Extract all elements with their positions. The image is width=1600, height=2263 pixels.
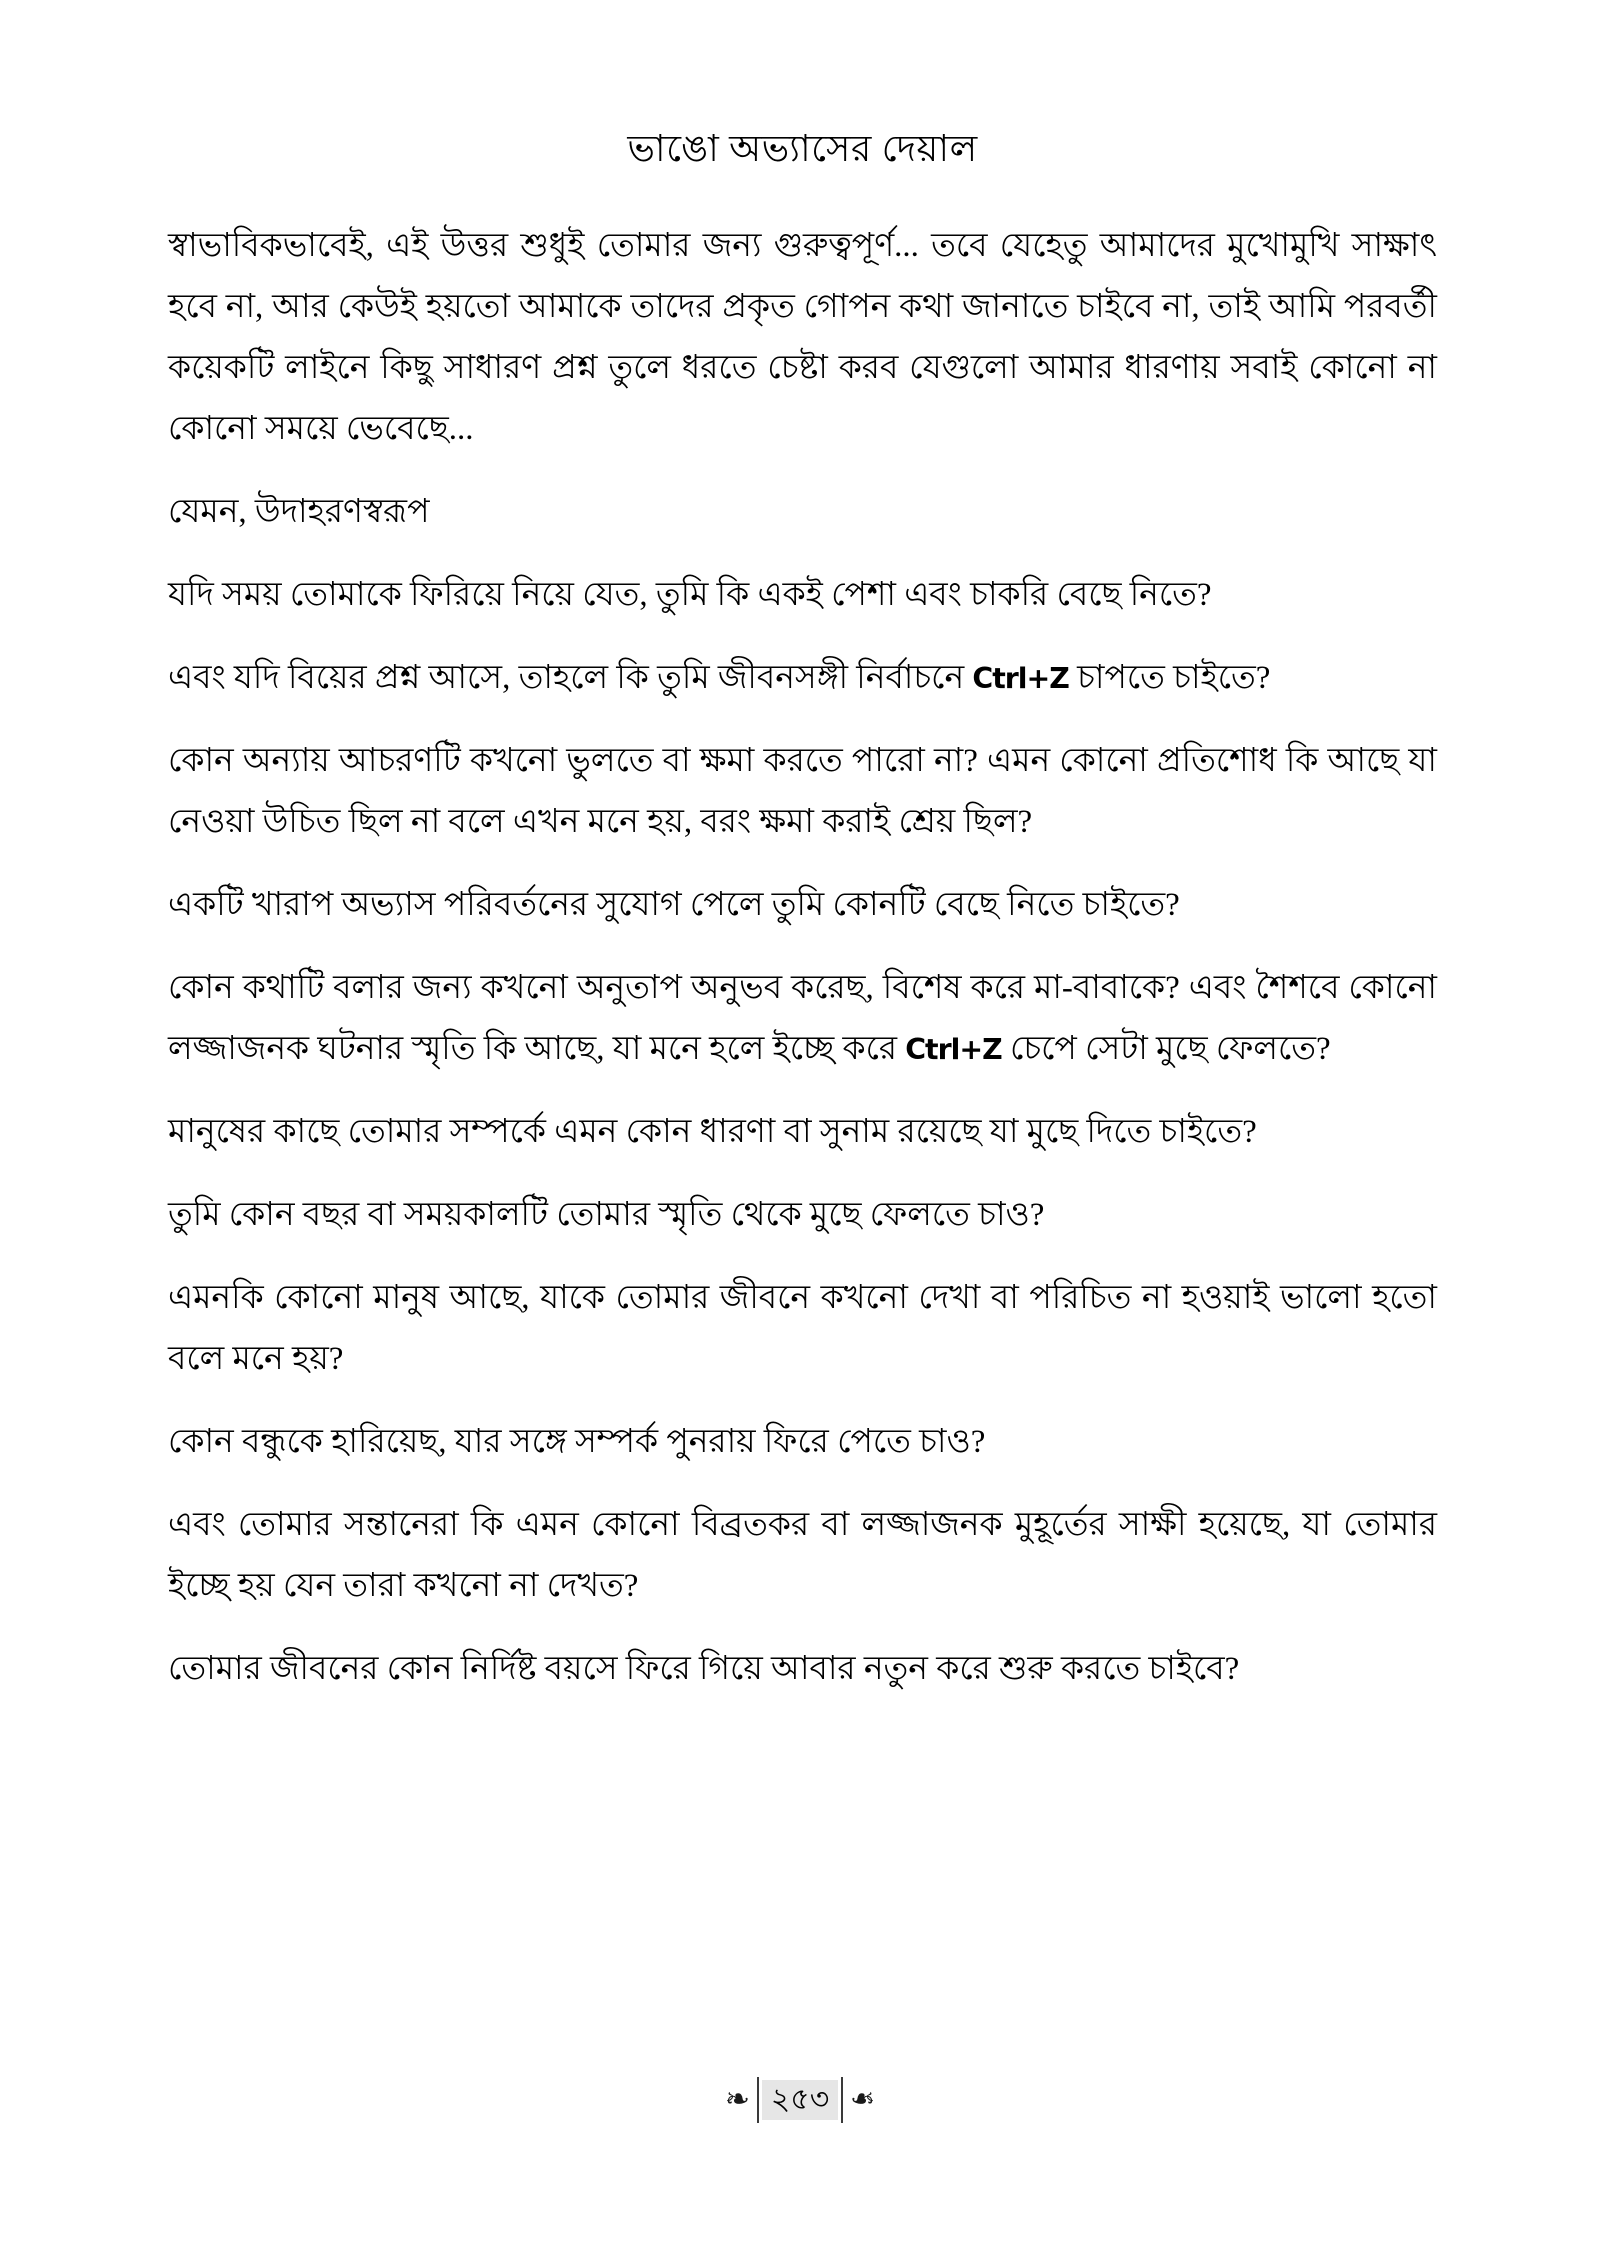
keyboard-shortcut-text: Ctrl+Z (972, 662, 1069, 696)
bengali-text: একটি খারাপ অভ্যাস পরিবর্তনের সুযোগ পেলে তুমি কোনটি বেছে নিতে চাইতে? (168, 887, 1180, 924)
floral-ornament-left-icon: ❧ (724, 2083, 750, 2116)
body-paragraph (168, 565, 1437, 626)
bengali-text: মানুষের কাছে তোমার সম্পর্কে এমন কোন ধারণা বা সুনাম রয়েছে যা মুছে দিতে চাইতে? (168, 1114, 1257, 1151)
body-paragraph (168, 1495, 1437, 1617)
body-paragraph (168, 1412, 1437, 1473)
bengali-text: তুমি কোন বছর বা সময়কালটি তোমার স্মৃতি থেকে মুছে ফেলতে চাও? (168, 1197, 1045, 1234)
bengali-text: এমনকি কোনো মানুষ আছে, যাকে তোমার জীবনে কখনো দেখা বা পরিচিত না হওয়াই ভালো হতো বলে মনে হয়? (168, 1280, 1437, 1378)
divider-bar-right (841, 2077, 843, 2123)
bengali-text: তোমার জীবনের কোন নির্দিষ্ট বয়সে ফিরে গিয়ে আবার নতুন করে শুরু করতে চাইবে? (168, 1651, 1240, 1688)
bengali-text: চাপতে চাইতে? (1068, 660, 1271, 697)
floral-ornament-right-icon: ❧ (850, 2083, 876, 2116)
body-paragraph (168, 482, 1437, 543)
keyboard-shortcut-text: Ctrl+Z (905, 1033, 1002, 1067)
body-paragraph (168, 1639, 1437, 1700)
bengali-text: চেপে সেটা মুছে ফেলতে? (1001, 1031, 1331, 1068)
bengali-text: এবং তোমার সন্তানেরা কি এমন কোনো বিব্রতকর বা লজ্জাজনক মুহূর্তের সাক্ষী হয়েছে, যা তোমার ইচ্ছে হয় যেন তারা কখনো না দেখত? (168, 1507, 1437, 1605)
bengali-text: যেমন, উদাহরণস্বরূপ (168, 494, 430, 531)
body-paragraph (168, 731, 1437, 853)
body-text (168, 216, 1437, 1700)
page-footer (0, 2077, 1600, 2123)
bengali-text: যদি সময় তোমাকে ফিরিয়ে নিয়ে যেত, তুমি কি একই পেশা এবং চাকরি বেছে নিতে? (168, 577, 1212, 614)
bengali-text: কোন বন্ধুকে হারিয়েছ, যার সঙ্গে সম্পর্ক পুনরায় ফিরে পেতে চাও? (168, 1424, 986, 1461)
body-paragraph (168, 1268, 1437, 1390)
body-paragraph (168, 958, 1437, 1080)
divider-bar-left (757, 2077, 759, 2123)
bengali-text: কোন কথাটি বলার জন্য কখনো অনুতাপ অনুভব করেছ, বিশেষ করে মা-বাবাকে? এবং শৈশবে কোনো লজ্জাজনক ঘটনার স্মৃতি কি আছে, যা মনে হলে ইচ্ছে করে (168, 970, 1437, 1068)
bengali-text: স্বাভাবিকভাবেই, এই উত্তর শুধুই তোমার জন্য গুরুত্বপূর্ণ... তবে যেহেতু আমাদের মুখোমুখি সাক্ষাৎ হবে না, আর কেউই হয়তো আমাকে তাদের প্রকৃত গোপন কথা জানাতে চাইবে না, তাই আমি পরবর্তী কয়েকটি লাইনে কিছু সাধারণ প্রশ্ন তুলে ধরতে চেষ্টা করব যেগুলো আমার ধারণায় সবাই কোনো না কোনো সময়ে ভেবেছে... (168, 228, 1437, 448)
page-title: ভাঙো অভ্যাসের দেয়াল (627, 129, 978, 170)
body-paragraph (168, 648, 1437, 709)
body-paragraph (168, 216, 1437, 460)
bengali-text: এবং যদি বিয়ের প্রশ্ন আসে, তাহলে কি তুমি জীবনসঙ্গী নির্বাচনে (168, 660, 973, 697)
bengali-text: কোন অন্যায় আচরণটি কখনো ভুলতে বা ক্ষমা করতে পারো না? এমন কোনো প্রতিশোধ কি আছে যা নেওয়া উচিত ছিল না বলে এখন মনে হয়, বরং ক্ষমা করাই শ্রেয় ছিল? (168, 743, 1437, 841)
page-number-box (762, 2080, 838, 2120)
body-paragraph (168, 1185, 1437, 1246)
body-paragraph (168, 1102, 1437, 1163)
page-number: ২৫৩ (770, 2083, 830, 2116)
body-paragraph (168, 875, 1437, 936)
